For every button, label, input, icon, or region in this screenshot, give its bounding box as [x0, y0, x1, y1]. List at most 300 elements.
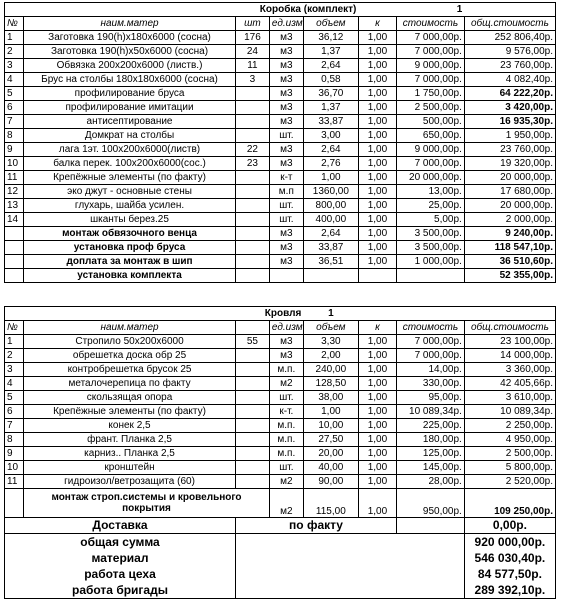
row-unit: м3 — [269, 255, 303, 269]
col-header-num: № — [5, 321, 24, 335]
row-number: 4 — [5, 377, 24, 391]
row-qty: 3 — [235, 73, 269, 87]
row-name: карниз.. Планка 2,5 — [24, 447, 236, 461]
col-header-qty — [235, 321, 269, 335]
row-volume: 1360,00 — [303, 185, 358, 199]
row-qty: 55 — [235, 335, 269, 349]
row-volume: 36,51 — [303, 255, 358, 269]
col-header-k: к — [358, 321, 396, 335]
row-total: 9 240,00р. — [464, 227, 555, 241]
row-number — [5, 227, 24, 241]
row-unit: к-т. — [269, 405, 303, 419]
row-total: 2 520,00р. — [464, 475, 555, 489]
row-number: 9 — [5, 143, 24, 157]
row-number: 10 — [5, 461, 24, 475]
row-name: франт. Планка 2,5 — [24, 433, 236, 447]
row-k: 1,00 — [358, 363, 396, 377]
row-k: 1,00 — [358, 335, 396, 349]
row-qty — [235, 377, 269, 391]
row-unit: шт. — [269, 391, 303, 405]
row-unit: м.п. — [269, 363, 303, 377]
row-unit: шт. — [269, 461, 303, 475]
row-price: 330,00р. — [397, 377, 465, 391]
row-price: 25,00р. — [397, 199, 465, 213]
row-name: контробрешетка брусок 25 — [24, 363, 236, 377]
row-name: лага 1эт. 100x200x6000(листв) — [24, 143, 236, 157]
table-row — [5, 129, 556, 143]
delivery-label: Доставка — [5, 518, 236, 534]
row-number: 3 — [5, 363, 24, 377]
row-total: 5 800,00р. — [464, 461, 555, 475]
workshop-label: работа цеха — [5, 566, 236, 582]
row-total: 23 760,00р. — [464, 59, 555, 73]
row-number: 7 — [5, 115, 24, 129]
roof-mount-volume: 115,00 — [303, 489, 358, 518]
table-row — [5, 335, 556, 349]
row-name: Обвязка 200x200x6000 (листв.) — [24, 59, 236, 73]
row-qty — [235, 405, 269, 419]
table-row — [5, 461, 556, 475]
row-name: шканты берез.25 — [24, 213, 236, 227]
row-number: 1 — [5, 335, 24, 349]
row-name: Крепёжные элементы (по факту) — [24, 405, 236, 419]
section-title: Коробка (комплект) — [235, 3, 358, 17]
row-volume: 1,00 — [303, 405, 358, 419]
row-unit: м3 — [269, 241, 303, 255]
row-volume: 1,00 — [303, 171, 358, 185]
table-row — [5, 447, 556, 461]
total-sum-value: 920 000,00р. — [464, 534, 555, 551]
row-qty — [235, 461, 269, 475]
row-total: 14 000,00р. — [464, 349, 555, 363]
row-name: профилирование бруса — [24, 87, 236, 101]
row-name: Брус на столбы 180x180x6000 (сосна) — [24, 73, 236, 87]
table-row — [5, 45, 556, 59]
row-unit — [269, 269, 303, 283]
row-total: 1 950,00р. — [464, 129, 555, 143]
row-volume: 3,00 — [303, 129, 358, 143]
section-title-count: 1 — [358, 3, 464, 17]
row-total: 3 360,00р. — [464, 363, 555, 377]
table-row — [5, 269, 556, 283]
table-row — [5, 143, 556, 157]
table-row — [5, 171, 556, 185]
crew-label: работа бригады — [5, 582, 236, 599]
row-price: 145,00р. — [397, 461, 465, 475]
section-title-count: 1 — [303, 307, 358, 321]
row-k: 1,00 — [358, 227, 396, 241]
row-volume: 2,64 — [303, 227, 358, 241]
row-total: 20 000,00р. — [464, 199, 555, 213]
row-number: 11 — [5, 475, 24, 489]
row-price: 7 000,00р. — [397, 157, 465, 171]
row-qty: 176 — [235, 31, 269, 45]
row-price: 7 000,00р. — [397, 31, 465, 45]
row-k: 1,00 — [358, 185, 396, 199]
row-total: 19 320,00р. — [464, 157, 555, 171]
row-name: Домкрат на столбы — [24, 129, 236, 143]
table-row — [5, 391, 556, 405]
row-volume: 36,70 — [303, 87, 358, 101]
row-qty — [235, 447, 269, 461]
roof-mount-unit: м2 — [269, 489, 303, 518]
row-unit: м3 — [269, 73, 303, 87]
row-number: 3 — [5, 59, 24, 73]
row-price: 3 500,00р. — [397, 227, 465, 241]
row-qty — [235, 129, 269, 143]
table-row — [5, 377, 556, 391]
row-qty — [235, 255, 269, 269]
row-number: 13 — [5, 199, 24, 213]
row-unit: м3 — [269, 45, 303, 59]
row-k: 1,00 — [358, 213, 396, 227]
col-header-unit: ед.изм — [269, 321, 303, 335]
row-number: 12 — [5, 185, 24, 199]
row-volume: 90,00 — [303, 475, 358, 489]
row-qty — [235, 475, 269, 489]
row-volume: 400,00 — [303, 213, 358, 227]
row-k: 1,00 — [358, 419, 396, 433]
row-total: 20 000,00р. — [464, 171, 555, 185]
row-number — [5, 241, 24, 255]
row-k: 1,00 — [358, 129, 396, 143]
row-number: 5 — [5, 391, 24, 405]
row-qty — [235, 213, 269, 227]
row-number: 11 — [5, 171, 24, 185]
row-price: 1 000,00р. — [397, 255, 465, 269]
row-total: 3 420,00р. — [464, 101, 555, 115]
roof-table — [4, 306, 556, 599]
row-qty — [235, 185, 269, 199]
box-kit-table — [4, 2, 556, 283]
row-volume — [303, 269, 358, 283]
row-unit: м3 — [269, 157, 303, 171]
row-price: 180,00р. — [397, 433, 465, 447]
header-row — [5, 321, 556, 335]
roof-mount-total: 109 250,00р. — [464, 489, 555, 518]
row-k: 1,00 — [358, 461, 396, 475]
col-header-price: стоимость — [397, 17, 465, 31]
row-unit: м.п. — [269, 433, 303, 447]
section-title: Кровля — [235, 307, 303, 321]
row-name: установка комплекта — [24, 269, 236, 283]
table-row — [5, 59, 556, 73]
row-volume: 240,00 — [303, 363, 358, 377]
row-qty — [235, 363, 269, 377]
row-price: 1 750,00р. — [397, 87, 465, 101]
row-number: 7 — [5, 419, 24, 433]
row-price: 9 000,00р. — [397, 143, 465, 157]
col-header-total: общ.стоимость — [464, 17, 555, 31]
row-price: 125,00р. — [397, 447, 465, 461]
row-total: 10 089,34р. — [464, 405, 555, 419]
row-qty: 23 — [235, 157, 269, 171]
row-k: 1,00 — [358, 59, 396, 73]
table-row — [5, 475, 556, 489]
roof-mount-name: монтаж строп.системы и кровельного покрытия — [24, 489, 270, 518]
row-volume: 33,87 — [303, 241, 358, 255]
table-row — [5, 73, 556, 87]
row-volume: 1,37 — [303, 101, 358, 115]
table-row — [5, 255, 556, 269]
row-number: 8 — [5, 129, 24, 143]
row-unit: м2 — [269, 475, 303, 489]
row-volume: 3,30 — [303, 335, 358, 349]
row-total: 23 100,00р. — [464, 335, 555, 349]
row-price: 95,00р. — [397, 391, 465, 405]
row-volume: 1,37 — [303, 45, 358, 59]
row-number: 10 — [5, 157, 24, 171]
row-k: 1,00 — [358, 87, 396, 101]
row-qty — [235, 171, 269, 185]
row-total: 3 610,00р. — [464, 391, 555, 405]
total-sum-row — [5, 534, 556, 551]
table-row — [5, 157, 556, 171]
row-number: 6 — [5, 405, 24, 419]
row-unit: м2 — [269, 377, 303, 391]
row-total: 52 355,00р. — [464, 269, 555, 283]
row-k: 1,00 — [358, 73, 396, 87]
row-k: 1,00 — [358, 45, 396, 59]
row-volume: 36,12 — [303, 31, 358, 45]
col-header-price: стоимость — [397, 321, 465, 335]
row-qty — [235, 199, 269, 213]
row-total: 2 000,00р. — [464, 213, 555, 227]
row-price: 3 500,00р. — [397, 241, 465, 255]
col-header-k: к — [358, 17, 396, 31]
total-sum-label: общая сумма — [5, 534, 236, 551]
row-name: установка проф бруса — [24, 241, 236, 255]
workshop-value: 84 577,50р. — [464, 566, 555, 582]
row-number: 2 — [5, 45, 24, 59]
row-price — [397, 269, 465, 283]
row-name: конек 2,5 — [24, 419, 236, 433]
row-k: 1,00 — [358, 31, 396, 45]
table-row — [5, 87, 556, 101]
row-price: 28,00р. — [397, 475, 465, 489]
row-unit: м3 — [269, 227, 303, 241]
table-row — [5, 227, 556, 241]
row-number: 1 — [5, 31, 24, 45]
row-k: 1,00 — [358, 447, 396, 461]
row-price: 7 000,00р. — [397, 73, 465, 87]
row-qty: 24 — [235, 45, 269, 59]
row-total: 36 510,60р. — [464, 255, 555, 269]
row-price: 9 000,00р. — [397, 59, 465, 73]
row-volume: 800,00 — [303, 199, 358, 213]
table-row — [5, 241, 556, 255]
roof-mount-row — [5, 489, 556, 518]
row-volume: 0,58 — [303, 73, 358, 87]
row-price: 14,00р. — [397, 363, 465, 377]
table-row — [5, 419, 556, 433]
table-row — [5, 433, 556, 447]
row-k: 1,00 — [358, 101, 396, 115]
col-header-num: № — [5, 17, 24, 31]
row-price: 10 089,34р. — [397, 405, 465, 419]
table-row — [5, 199, 556, 213]
row-unit: м.п. — [269, 419, 303, 433]
row-name: балка перек. 100x200x6000(сос.) — [24, 157, 236, 171]
row-name: эко джут - основные стены — [24, 185, 236, 199]
row-number: 9 — [5, 447, 24, 461]
col-header-volume: объем — [303, 321, 358, 335]
row-k: 1,00 — [358, 143, 396, 157]
row-k: 1,00 — [358, 475, 396, 489]
row-unit: м.п — [269, 185, 303, 199]
row-total: 9 576,00р. — [464, 45, 555, 59]
row-total: 4 950,00р. — [464, 433, 555, 447]
row-volume: 10,00 — [303, 419, 358, 433]
roof-mount-k: 1,00 — [358, 489, 396, 518]
row-price: 13,00р. — [397, 185, 465, 199]
row-total: 64 222,20р. — [464, 87, 555, 101]
row-unit: шт. — [269, 199, 303, 213]
row-price: 2 500,00р. — [397, 101, 465, 115]
row-unit: м3 — [269, 115, 303, 129]
row-k: 1,00 — [358, 255, 396, 269]
row-number: 8 — [5, 433, 24, 447]
row-name: профилирование имитации — [24, 101, 236, 115]
row-total: 17 680,00р. — [464, 185, 555, 199]
row-k: 1,00 — [358, 157, 396, 171]
row-name: глухарь, шайба усилен. — [24, 199, 236, 213]
row-volume: 128,50 — [303, 377, 358, 391]
table-row — [5, 31, 556, 45]
table-row — [5, 115, 556, 129]
table-row — [5, 363, 556, 377]
delivery-value: 0,00р. — [464, 518, 555, 534]
row-price: 7 000,00р. — [397, 45, 465, 59]
row-unit: м3 — [269, 335, 303, 349]
row-price: 20 000,00р. — [397, 171, 465, 185]
row-qty: 11 — [235, 59, 269, 73]
row-qty — [235, 349, 269, 363]
row-price: 7 000,00р. — [397, 349, 465, 363]
row-name: Стропило 50x200x6000 — [24, 335, 236, 349]
row-k: 1,00 — [358, 115, 396, 129]
row-k: 1,00 — [358, 433, 396, 447]
col-header-name: наим.матер — [24, 17, 236, 31]
row-total: 118 547,10р. — [464, 241, 555, 255]
row-number — [5, 255, 24, 269]
crew-row — [5, 582, 556, 599]
row-qty — [235, 391, 269, 405]
table-row — [5, 185, 556, 199]
row-total: 2 500,00р. — [464, 447, 555, 461]
row-price: 5,00р. — [397, 213, 465, 227]
row-number: 2 — [5, 349, 24, 363]
row-qty — [235, 419, 269, 433]
row-qty — [235, 227, 269, 241]
workshop-row — [5, 566, 556, 582]
row-volume: 20,00 — [303, 447, 358, 461]
row-name: скользящая опора — [24, 391, 236, 405]
row-number — [5, 269, 24, 283]
row-qty — [235, 87, 269, 101]
row-name: антисептирование — [24, 115, 236, 129]
col-header-qty: шт — [235, 17, 269, 31]
row-number: 14 — [5, 213, 24, 227]
row-unit: м3 — [269, 349, 303, 363]
row-name: Заготовка 190(h)x180x6000 (сосна) — [24, 31, 236, 45]
row-total: 42 405,66р. — [464, 377, 555, 391]
row-volume: 2,00 — [303, 349, 358, 363]
row-name: кронштейн — [24, 461, 236, 475]
row-volume: 2,64 — [303, 59, 358, 73]
row-name: обрешетка доска обр 25 — [24, 349, 236, 363]
row-total: 4 082,40р. — [464, 73, 555, 87]
row-unit: шт. — [269, 213, 303, 227]
row-unit: м3 — [269, 59, 303, 73]
col-header-name: наим.матер — [24, 321, 236, 335]
row-number: 6 — [5, 101, 24, 115]
table-row — [5, 101, 556, 115]
row-k — [358, 269, 396, 283]
delivery-note: по факту — [235, 518, 396, 534]
table-row — [5, 405, 556, 419]
row-k: 1,00 — [358, 241, 396, 255]
row-volume: 2,76 — [303, 157, 358, 171]
row-volume: 38,00 — [303, 391, 358, 405]
roof-mount-price: 950,00р. — [397, 489, 465, 518]
row-k: 1,00 — [358, 349, 396, 363]
row-total: 16 935,30р. — [464, 115, 555, 129]
row-k: 1,00 — [358, 405, 396, 419]
row-unit: м3 — [269, 87, 303, 101]
row-price: 225,00р. — [397, 419, 465, 433]
material-value: 546 030,40р. — [464, 550, 555, 566]
col-header-total: общ.стоимость — [464, 321, 555, 335]
row-total: 2 250,00р. — [464, 419, 555, 433]
row-total: 252 806,40р. — [464, 31, 555, 45]
row-volume: 33,87 — [303, 115, 358, 129]
row-unit: шт. — [269, 129, 303, 143]
row-price: 7 000,00р. — [397, 335, 465, 349]
col-header-unit: ед.изм — [269, 17, 303, 31]
row-unit: м3 — [269, 31, 303, 45]
row-unit: к-т — [269, 171, 303, 185]
row-number: 5 — [5, 87, 24, 101]
row-price: 500,00р. — [397, 115, 465, 129]
row-qty — [235, 101, 269, 115]
row-qty — [235, 241, 269, 255]
row-qty — [235, 433, 269, 447]
row-qty — [235, 115, 269, 129]
row-unit: м.п. — [269, 447, 303, 461]
row-name: гидроизол/ветрозащита (60) — [24, 475, 236, 489]
material-label: материал — [5, 550, 236, 566]
row-volume: 27,50 — [303, 433, 358, 447]
table-row — [5, 349, 556, 363]
section-title-row — [5, 3, 556, 17]
row-unit: м3 — [269, 101, 303, 115]
header-row — [5, 17, 556, 31]
delivery-row — [5, 518, 556, 534]
row-name: Крепёжные элементы (по факту) — [24, 171, 236, 185]
row-name: доплата за монтаж в шип — [24, 255, 236, 269]
row-price: 650,00р. — [397, 129, 465, 143]
row-qty — [235, 269, 269, 283]
row-name: монтаж обвязочного венца — [24, 227, 236, 241]
row-unit: м3 — [269, 143, 303, 157]
row-k: 1,00 — [358, 199, 396, 213]
row-number: 4 — [5, 73, 24, 87]
material-row — [5, 550, 556, 566]
crew-value: 289 392,10р. — [464, 582, 555, 599]
row-name: металочерепица по факту — [24, 377, 236, 391]
row-volume: 40,00 — [303, 461, 358, 475]
